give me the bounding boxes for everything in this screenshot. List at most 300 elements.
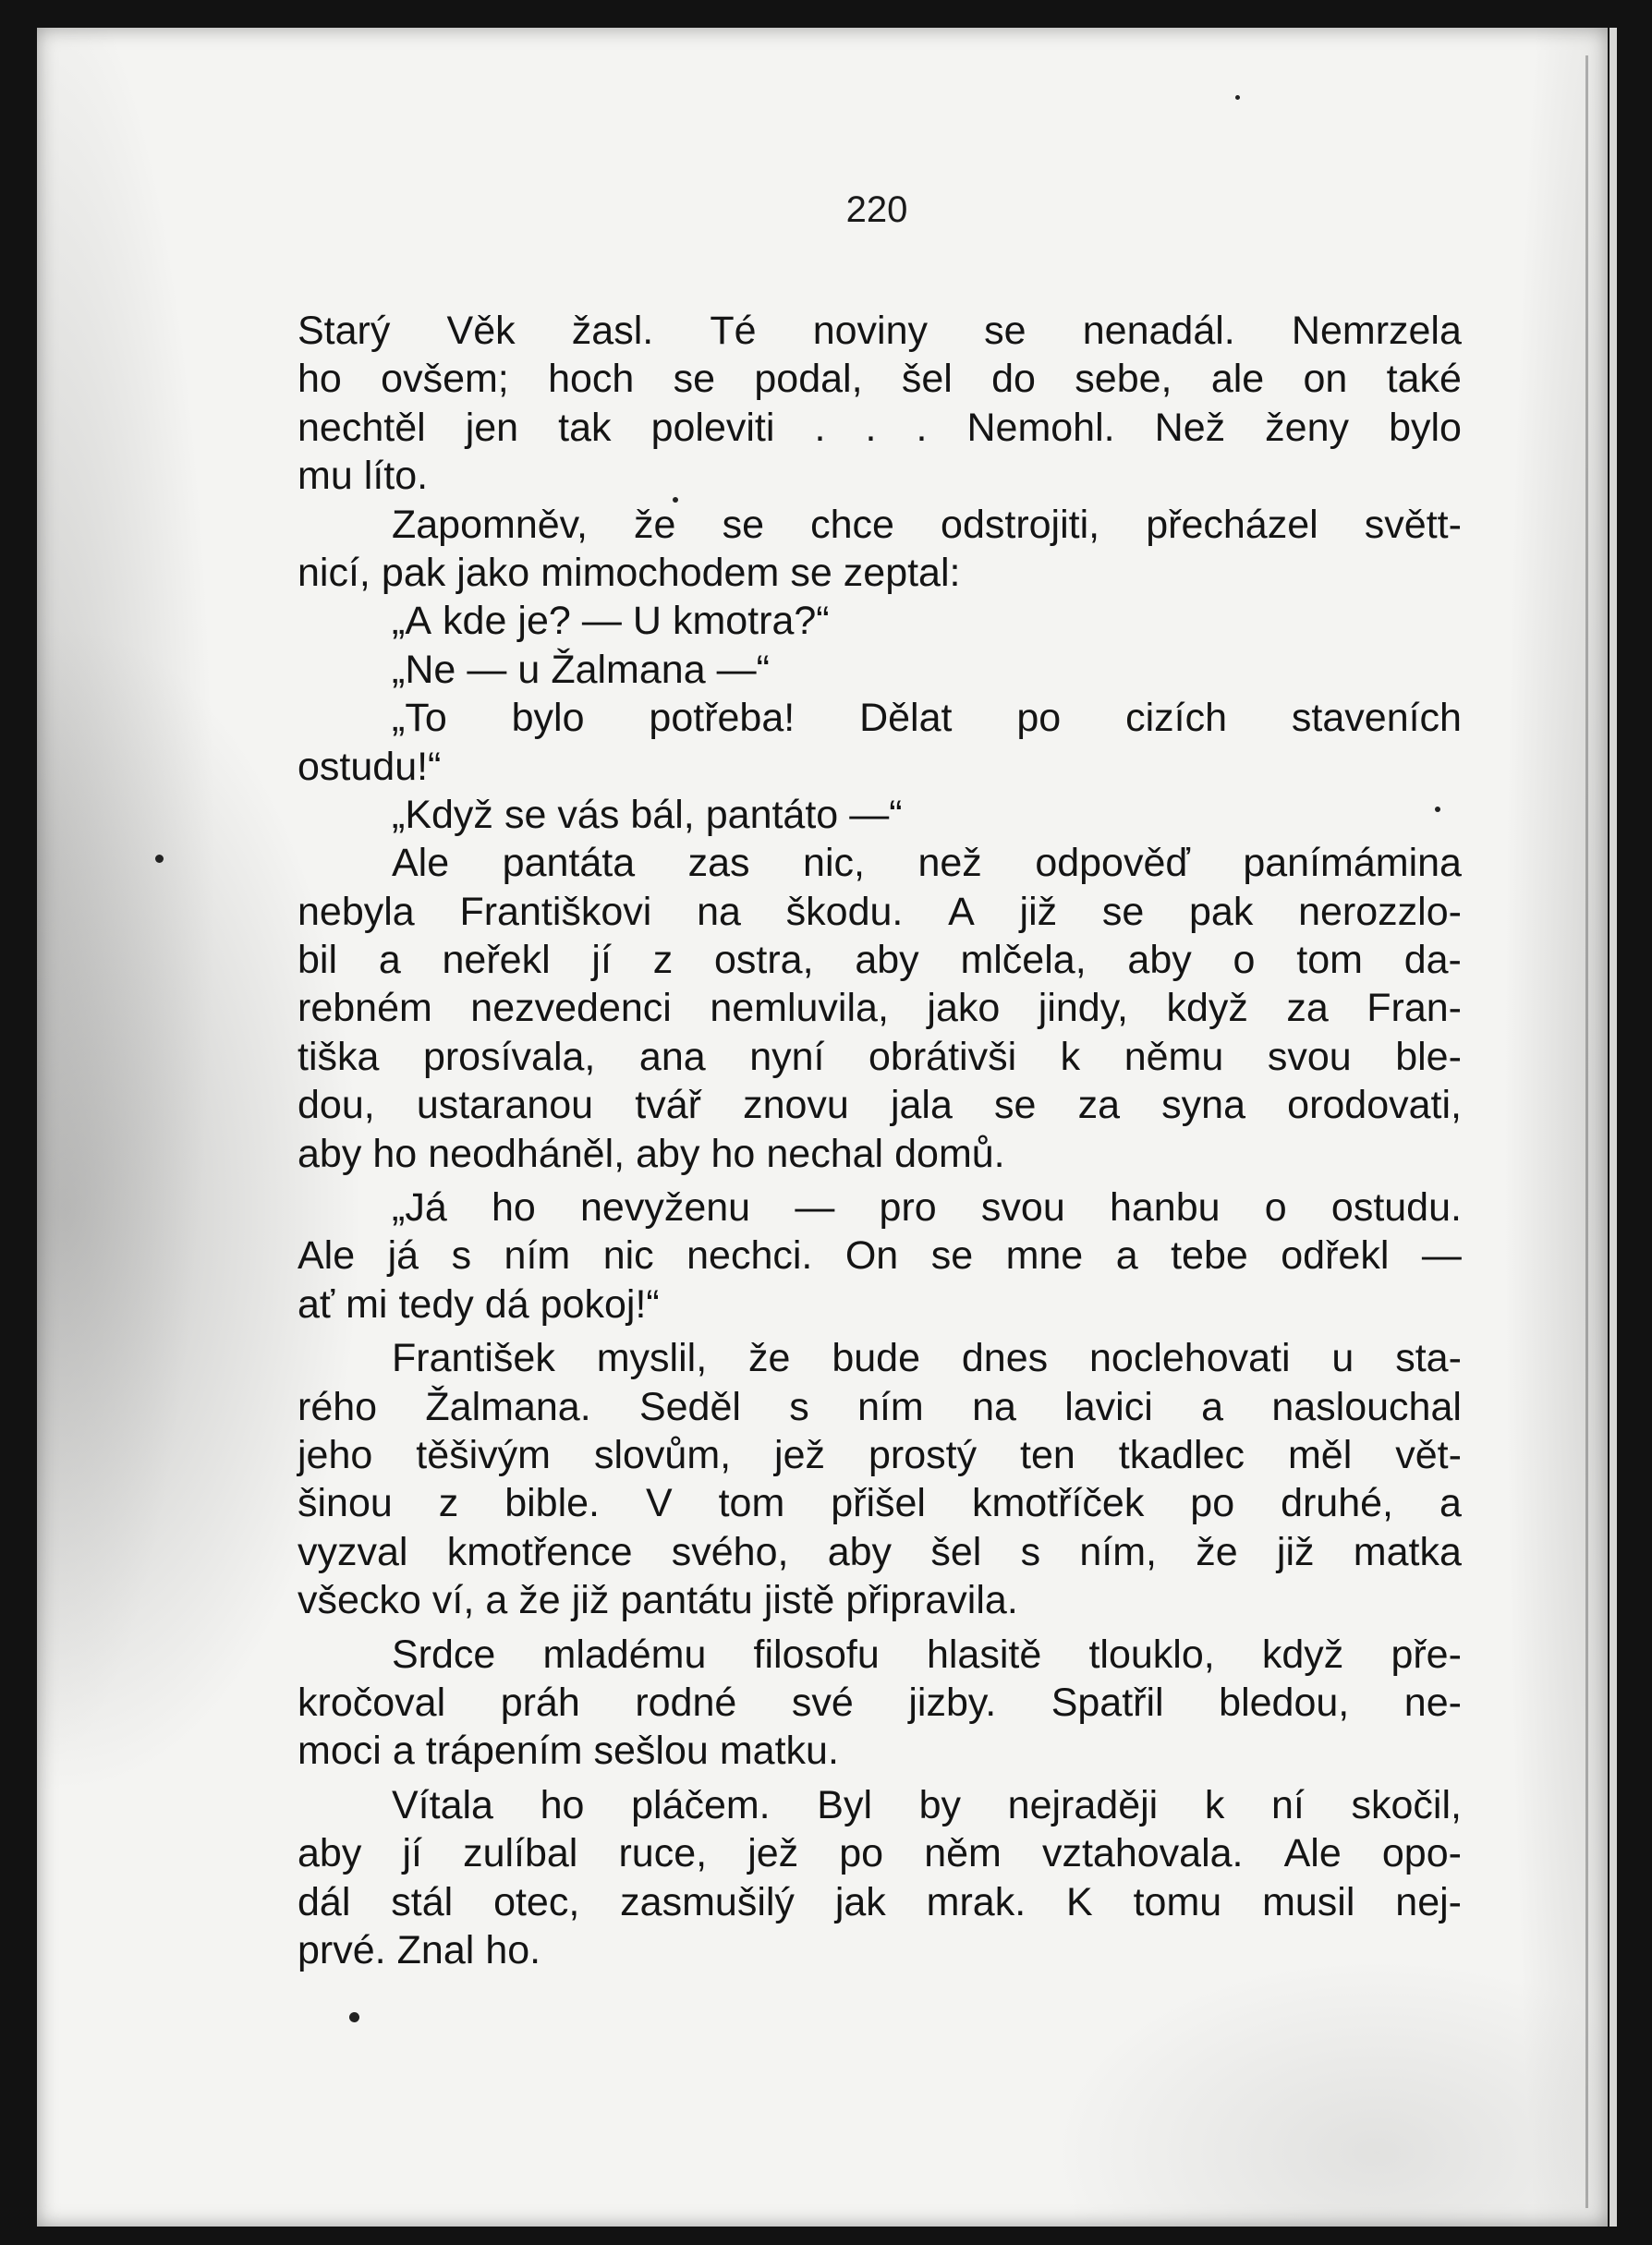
text-line	[298, 1334, 1462, 1382]
text-line	[298, 1130, 1462, 1178]
word: potřeba!	[649, 696, 796, 741]
word: nechtěl	[298, 405, 426, 450]
word: po	[839, 1831, 884, 1876]
word: noviny	[812, 309, 929, 353]
word: slovům,	[593, 1432, 732, 1477]
word: ostudu!“	[298, 744, 442, 789]
text-line	[298, 743, 1462, 791]
word: o	[1264, 1185, 1287, 1231]
word: bylo	[511, 696, 585, 741]
word: Vítala	[392, 1782, 493, 1827]
word: on	[1303, 357, 1348, 402]
word: šinou	[298, 1481, 393, 1526]
ink-speck	[1235, 95, 1240, 100]
word: ana	[638, 1034, 706, 1079]
text-line	[298, 1280, 1462, 1329]
word: k	[1204, 1782, 1225, 1827]
word: z	[652, 938, 674, 983]
word: ženy	[1265, 405, 1350, 450]
word: svého,	[671, 1529, 789, 1574]
word: ať	[298, 1281, 335, 1327]
word: —	[581, 599, 622, 644]
text-line	[298, 839, 1462, 887]
word: —	[795, 1185, 835, 1231]
word: „To	[392, 696, 447, 741]
word: nemluvila,	[710, 986, 889, 1031]
word: s	[789, 1384, 809, 1429]
word: nezvedenci	[470, 986, 672, 1031]
word: tiška	[298, 1034, 380, 1079]
word: se	[673, 357, 716, 402]
word: otec,	[493, 1879, 580, 1924]
text-line	[298, 1081, 1462, 1129]
word: tomu	[1133, 1879, 1222, 1924]
word: ten	[1020, 1432, 1075, 1477]
word: mu	[298, 454, 353, 499]
word: připravila.	[845, 1578, 1018, 1623]
word: vás	[557, 792, 620, 837]
ink-speck	[673, 497, 678, 503]
word: tom	[1296, 938, 1363, 983]
word: „Když	[392, 792, 493, 837]
word: stál	[391, 1879, 454, 1924]
word: ním	[504, 1233, 571, 1279]
word: již	[571, 1578, 610, 1623]
word: —	[467, 647, 507, 692]
text-line	[298, 1576, 1462, 1624]
word: rého	[298, 1384, 378, 1429]
adjacent-page-edge	[1609, 28, 1617, 2227]
word: K	[1066, 1879, 1093, 1924]
word: „Ne	[392, 647, 456, 692]
word: mi	[346, 1281, 388, 1327]
word: znovu	[743, 1083, 849, 1128]
word: prvé.	[298, 1927, 386, 1972]
word: u	[1331, 1336, 1354, 1381]
word: pantáta	[502, 841, 636, 886]
text-line	[298, 1679, 1462, 1727]
word: prostý	[868, 1432, 978, 1477]
word: —	[1421, 1233, 1462, 1279]
text-line	[298, 1781, 1462, 1829]
word: Ale	[392, 841, 450, 886]
word: sebe,	[1075, 357, 1172, 402]
word: Zapomněv,	[392, 502, 588, 547]
word: práh	[500, 1680, 580, 1725]
word: Seděl	[638, 1384, 741, 1429]
word: ne-	[1403, 1680, 1462, 1725]
word: mrak.	[926, 1879, 1026, 1924]
word: jen	[465, 405, 519, 450]
text-line	[298, 549, 1462, 597]
word: kmotra?“	[672, 599, 830, 644]
word: da-	[1403, 938, 1462, 983]
word: z	[438, 1481, 459, 1526]
word: Ale	[1283, 1831, 1342, 1876]
word: kmotříček	[971, 1481, 1145, 1526]
word: je?	[517, 599, 571, 644]
word: rebném	[298, 986, 432, 1031]
word: mladému	[542, 1632, 707, 1677]
word: škodu.	[785, 889, 904, 934]
word: by	[918, 1782, 962, 1827]
word: tvář	[635, 1083, 701, 1128]
text-line	[298, 1631, 1462, 1679]
text-line	[298, 984, 1462, 1032]
text-line	[298, 1431, 1462, 1479]
word: nenadál.	[1082, 309, 1235, 353]
word: Srdce	[392, 1632, 496, 1677]
word: U	[632, 599, 662, 644]
word: orodovati,	[1287, 1083, 1462, 1128]
word: své	[791, 1680, 854, 1725]
text-line	[298, 1479, 1462, 1527]
word: Znal	[396, 1927, 475, 1972]
word: musil	[1262, 1879, 1355, 1924]
word: vztahovala.	[1041, 1831, 1244, 1876]
word: jeho	[298, 1432, 373, 1477]
word: hlasitě	[926, 1632, 1042, 1677]
word: ví,	[431, 1578, 475, 1623]
word: tlouklo,	[1088, 1632, 1215, 1677]
word: Té	[710, 309, 757, 353]
word: Starý	[298, 309, 391, 353]
word: přišel	[831, 1481, 926, 1526]
word: ho	[298, 357, 342, 402]
word: Františkovi	[459, 889, 652, 934]
word: vyzval	[298, 1529, 408, 1574]
word: kde	[443, 599, 507, 644]
word: sta-	[1395, 1336, 1462, 1381]
word: hoch	[548, 357, 635, 402]
word: František	[392, 1336, 555, 1381]
word: bible.	[504, 1481, 600, 1526]
word: druhé,	[1281, 1481, 1394, 1526]
word: a	[485, 1578, 508, 1623]
word: jizby.	[908, 1680, 997, 1725]
word: „A	[392, 599, 431, 644]
word: jala	[890, 1083, 953, 1128]
word: Nemrzela	[1291, 309, 1462, 353]
word: u	[517, 647, 541, 692]
word: po	[1016, 696, 1062, 741]
text-line	[298, 1383, 1462, 1431]
word: nechci.	[686, 1233, 813, 1279]
word: se	[994, 1083, 1037, 1128]
word: žasl.	[571, 309, 654, 353]
word: ovšem;	[381, 357, 509, 402]
word: nevyženu	[580, 1185, 751, 1231]
word: já	[387, 1233, 419, 1279]
text-line	[298, 1232, 1462, 1280]
word: skočil,	[1351, 1782, 1462, 1827]
word: filosofu	[753, 1632, 880, 1677]
word: za	[1077, 1083, 1121, 1128]
word: dá	[484, 1281, 529, 1327]
word: ní	[1270, 1782, 1305, 1827]
word: jindy,	[1038, 986, 1128, 1031]
page-number: 220	[845, 189, 908, 230]
word: s	[451, 1233, 472, 1279]
word: a	[1201, 1384, 1224, 1429]
word: matku.	[719, 1729, 839, 1774]
text-line	[298, 1926, 1462, 1974]
word: aby	[298, 1831, 362, 1876]
word: ostra,	[713, 938, 814, 983]
word: Dělat	[859, 696, 953, 741]
word: se	[1101, 889, 1145, 934]
word: němu	[1124, 1034, 1224, 1079]
text-line	[298, 1878, 1462, 1926]
word: aby	[855, 938, 919, 983]
word: nic,	[803, 841, 865, 886]
word: také	[1386, 357, 1462, 402]
word: na	[697, 889, 741, 934]
word: syna	[1161, 1083, 1246, 1128]
word: přecházel	[1146, 502, 1318, 547]
word: se	[790, 550, 832, 595]
word: nechal	[766, 1131, 884, 1176]
word: zeptal:	[843, 550, 961, 595]
ink-speck	[1435, 807, 1440, 812]
word: jako	[927, 986, 1001, 1031]
word: cizích	[1125, 696, 1228, 741]
word: něm	[924, 1831, 1002, 1876]
text-line	[298, 1528, 1462, 1576]
word: nerozzlo-	[1298, 889, 1462, 934]
word: jí	[402, 1831, 422, 1876]
word: tom	[718, 1481, 785, 1526]
word: Byl	[817, 1782, 872, 1827]
word: V	[645, 1481, 673, 1526]
word: pro	[879, 1185, 937, 1231]
word: pak	[381, 550, 446, 595]
text-line	[298, 888, 1462, 936]
word: nicí,	[298, 550, 370, 595]
word: Spatřil	[1051, 1680, 1164, 1725]
text-line	[298, 1727, 1462, 1775]
word: že	[1196, 1529, 1238, 1574]
word: vět-	[1395, 1432, 1462, 1477]
word: již	[1019, 889, 1058, 934]
text-line	[298, 404, 1462, 452]
word: neodháněl,	[428, 1131, 626, 1176]
word: že	[634, 502, 676, 547]
page-fold-shadow	[1585, 55, 1588, 2208]
word: měl	[1287, 1432, 1353, 1477]
word: ruce,	[618, 1831, 708, 1876]
word: domů.	[894, 1131, 1005, 1176]
word: tkadlec	[1118, 1432, 1245, 1477]
word: bál,	[630, 792, 695, 837]
text-line	[298, 1033, 1462, 1081]
word: ostudu.	[1330, 1185, 1462, 1231]
word: odstrojiti,	[941, 502, 1100, 547]
text-line	[298, 936, 1462, 984]
word: Fran-	[1367, 986, 1462, 1031]
word: nic	[602, 1233, 654, 1279]
word: .	[814, 405, 826, 450]
word: .	[916, 405, 928, 450]
word: obrátivši	[869, 1034, 1017, 1079]
word: všecko	[298, 1578, 421, 1623]
word: ho.	[485, 1927, 541, 1972]
word: pantáto	[705, 792, 839, 837]
word: za	[1286, 986, 1329, 1031]
ink-speck	[349, 2012, 359, 2022]
word: Nemohl.	[966, 405, 1115, 450]
word: opo-	[1381, 1831, 1462, 1876]
word: matka	[1353, 1529, 1462, 1574]
word: ble-	[1395, 1034, 1462, 1079]
word: že	[748, 1336, 791, 1381]
word: Než	[1154, 405, 1226, 450]
word: nej-	[1395, 1879, 1462, 1924]
text-line	[298, 501, 1462, 549]
word: ustaranou	[416, 1083, 594, 1128]
word: jako	[456, 550, 530, 595]
text-line	[298, 1829, 1462, 1877]
word: odpověď	[1035, 841, 1190, 886]
word: k	[1060, 1034, 1081, 1079]
word: mimochodem	[541, 550, 780, 595]
word: a	[1115, 1233, 1138, 1279]
body-text	[298, 307, 1462, 1974]
word: s	[1020, 1529, 1041, 1574]
word: se	[930, 1233, 974, 1279]
word: ním	[857, 1384, 924, 1429]
word: ale	[1210, 357, 1265, 402]
word: nyní	[749, 1034, 825, 1079]
word: zas	[687, 841, 750, 886]
word: staveních	[1291, 696, 1462, 741]
word: bledou,	[1219, 1680, 1350, 1725]
word: pláčem.	[631, 1782, 771, 1827]
word: tak	[558, 405, 612, 450]
word: naslouchal	[1271, 1384, 1462, 1429]
word: zulíbal	[463, 1831, 578, 1876]
word: na	[972, 1384, 1016, 1429]
word: kmotřence	[446, 1529, 633, 1574]
word: zasmušilý	[620, 1879, 795, 1924]
word: dou,	[298, 1083, 375, 1128]
text-line	[298, 452, 1462, 500]
word: jež	[774, 1432, 826, 1477]
word: jistě	[763, 1578, 835, 1623]
text-line	[298, 791, 1462, 839]
word: těšivým	[416, 1432, 551, 1477]
word: jež	[747, 1831, 799, 1876]
word: a	[392, 1729, 415, 1774]
word: do	[991, 357, 1036, 402]
word: svou	[980, 1185, 1065, 1231]
word: aby	[298, 1131, 362, 1176]
word: se	[722, 502, 764, 547]
word: Žalmana.	[425, 1384, 591, 1429]
word: bylo	[1389, 405, 1462, 450]
word: myslil,	[596, 1336, 708, 1381]
word: odřekl	[1281, 1233, 1390, 1279]
word: ho	[711, 1131, 756, 1176]
word: ho	[540, 1782, 585, 1827]
word: Žalmana	[551, 647, 706, 692]
word: bil	[298, 938, 338, 983]
word: po	[1190, 1481, 1235, 1526]
word: .	[865, 405, 877, 450]
word: hanbu	[1109, 1185, 1221, 1231]
word: ho	[372, 1131, 418, 1176]
word: a	[1439, 1481, 1462, 1526]
word: dál	[298, 1879, 351, 1924]
word: A	[948, 889, 975, 934]
word: —“	[716, 647, 770, 692]
word: aby	[636, 1131, 700, 1176]
word: nejraději	[1007, 1782, 1159, 1827]
word: se	[984, 309, 1026, 353]
word: „Já	[392, 1185, 447, 1231]
text-line	[298, 597, 1462, 645]
word: mne	[1005, 1233, 1084, 1279]
word: aby	[827, 1529, 893, 1574]
word: se	[504, 792, 547, 837]
text-line	[298, 646, 1462, 694]
word: podal,	[754, 357, 863, 402]
word: již	[1276, 1529, 1315, 1574]
word: pokoj!“	[540, 1281, 660, 1327]
word: rodné	[635, 1680, 737, 1725]
text-line	[298, 307, 1462, 355]
word: neřekl	[442, 938, 551, 983]
word: pře-	[1391, 1632, 1462, 1677]
word: lavici	[1064, 1384, 1153, 1429]
word: panímámina	[1243, 841, 1462, 886]
word: a	[378, 938, 401, 983]
word: když	[1166, 986, 1248, 1031]
word: prosívala,	[422, 1034, 596, 1079]
word: poleviti	[650, 405, 775, 450]
word: ho	[491, 1185, 536, 1231]
ink-speck	[155, 855, 164, 863]
word: nebyla	[298, 889, 415, 934]
word: tedy	[398, 1281, 474, 1327]
word: jak	[834, 1879, 886, 1924]
word: pak	[1189, 889, 1254, 934]
word: než	[917, 841, 982, 886]
word: jí	[591, 938, 612, 983]
text-line	[298, 1183, 1462, 1232]
word: když	[1261, 1632, 1344, 1677]
word: Ale	[298, 1233, 356, 1279]
word: mlčela,	[960, 938, 1087, 983]
word: líto.	[363, 454, 429, 499]
word: —“	[849, 792, 903, 837]
word: moci	[298, 1729, 382, 1774]
word: šel	[930, 1529, 982, 1574]
word: svou	[1267, 1034, 1352, 1079]
word: sešlou	[593, 1729, 709, 1774]
word: ním,	[1079, 1529, 1157, 1574]
word: noclehovati	[1089, 1336, 1291, 1381]
word: šel	[901, 357, 953, 402]
word: že	[518, 1578, 561, 1623]
word: On	[844, 1233, 899, 1279]
text-line	[298, 694, 1462, 742]
word: o	[1233, 938, 1256, 983]
word: kročoval	[298, 1680, 446, 1725]
word: trápením	[425, 1729, 583, 1774]
word: pantátu	[620, 1578, 753, 1623]
word: aby	[1127, 938, 1192, 983]
